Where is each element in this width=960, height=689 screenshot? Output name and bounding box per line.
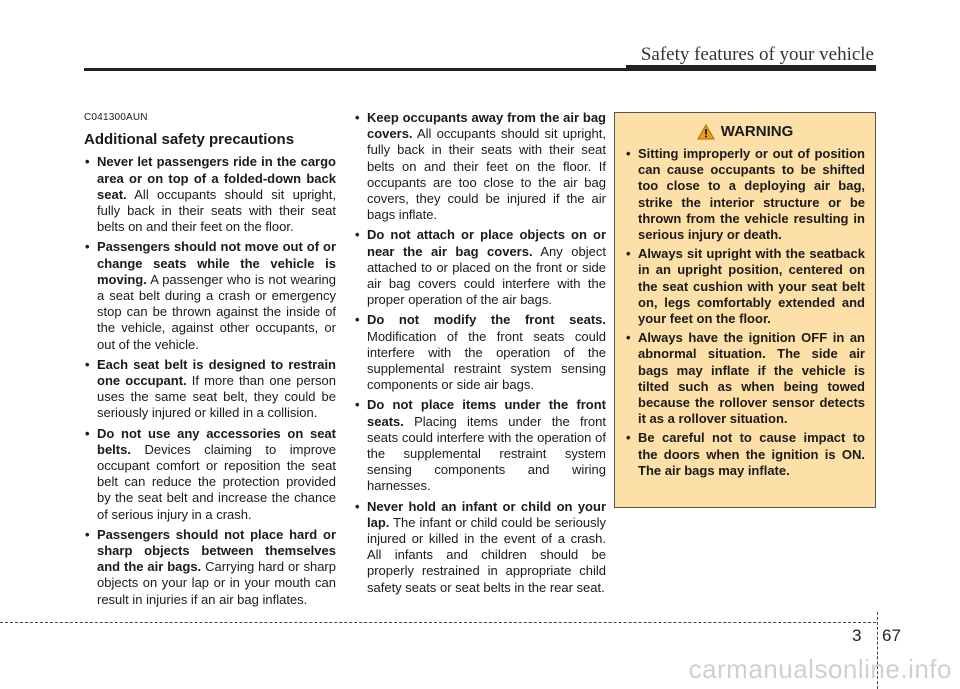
precaution-list-continued [354, 110, 606, 596]
list-item: • Do not modify the front seats. Modification of the front seats could interfere with the operation of the supplemental restraint system sensing components or side air bags. [354, 312, 606, 393]
list-item: • Do not place items under the front seats. Placing items under the front seats could interfere with the operation of the supplemental restraint system sensing components and wiring harnesses. [354, 397, 606, 494]
header-rule [84, 68, 876, 71]
warning-header [625, 123, 865, 140]
middle-column [354, 110, 606, 600]
list-item: • Passengers should not move out of or change seats while the vehicle is moving. A passenger who is not wearing a seat belt during a crash or emergency stop can be thrown against the inside of the vehicle, against other occupants, or out of the vehicle. [84, 239, 336, 352]
list-item: • Always sit upright with the seatback in an upright position, centered on the seat cushion with your seat belt on, legs comfortably extended and your feet on the floor. [625, 246, 865, 327]
list-item: • Do not attach or place objects on or near the air bag covers. Any object attached to or placed on the front or side air bag covers could interfere with the proper operation of the air bags. [354, 227, 606, 308]
page-number: 67 [882, 626, 901, 645]
list-item: • Do not use any accessories on seat belts. Devices claiming to improve occupant comfort or reposition the seat belt can reduce the protection provided by the seat belt and increase the chance of serious injury in a crash. [84, 426, 336, 523]
list-item: • Each seat belt is designed to restrain one occupant. If more than one person uses the same seat belt, they could be seriously injured or killed in a collision. [84, 357, 336, 422]
list-item: • Keep occupants away from the air bag covers. All occupants should sit upright, fully back in their seats with their seat belts on and their feet on the floor. If occupants are too close to the air bag covers, they could be injured if the air bags inflate. [354, 110, 606, 223]
warning-title: WARNING [720, 123, 794, 140]
list-item: • Always have the ignition OFF in an abnormal situation. The side air bags may inflate if the vehicle is tilted such as when being towed because the rollover sensor detects it as a rollover situation. [625, 330, 865, 427]
precaution-list [84, 154, 336, 607]
footer-rule [0, 622, 876, 623]
list-item: • Be careful not to cause impact to the doors when the ignition is ON. The air bags may inflate. [625, 430, 865, 479]
list-item: • Never hold an infant or child on your lap. The infant or child could be seriously injured or killed in the event of a crash. All infants and children should be properly restrained in appropriate child safety seats or seat belts in the rear seat. [354, 499, 606, 596]
watermark: carmanualsonline.info [688, 654, 952, 684]
section-code: C041300AUN [84, 112, 148, 123]
warning-box [614, 112, 876, 508]
list-item: • Never let passengers ride in the cargo area or on top of a folded-down back seat. All occupants should sit upright, fully back in their seats with their seat belts on and their feet on the floor. [84, 154, 336, 235]
section-title: Additional safety precautions [84, 131, 295, 149]
running-header: Safety features of your vehicle [640, 44, 874, 65]
warning-list [625, 146, 865, 479]
list-item: • Passengers should not place hard or sharp objects between themselves and the air bags. Carrying hard or sharp objects on your lap or in your mouth can result in injuries if an air bag inflates. [84, 527, 336, 608]
warning-triangle-icon [697, 124, 715, 140]
left-column [84, 110, 336, 612]
list-item: • Sitting improperly or out of position can cause occupants to be shifted too close to a deploying air bag, strike the interior structure or be thrown from the vehicle resulting in serious injury or death. [625, 146, 865, 243]
chapter-number: 3 [852, 626, 862, 645]
